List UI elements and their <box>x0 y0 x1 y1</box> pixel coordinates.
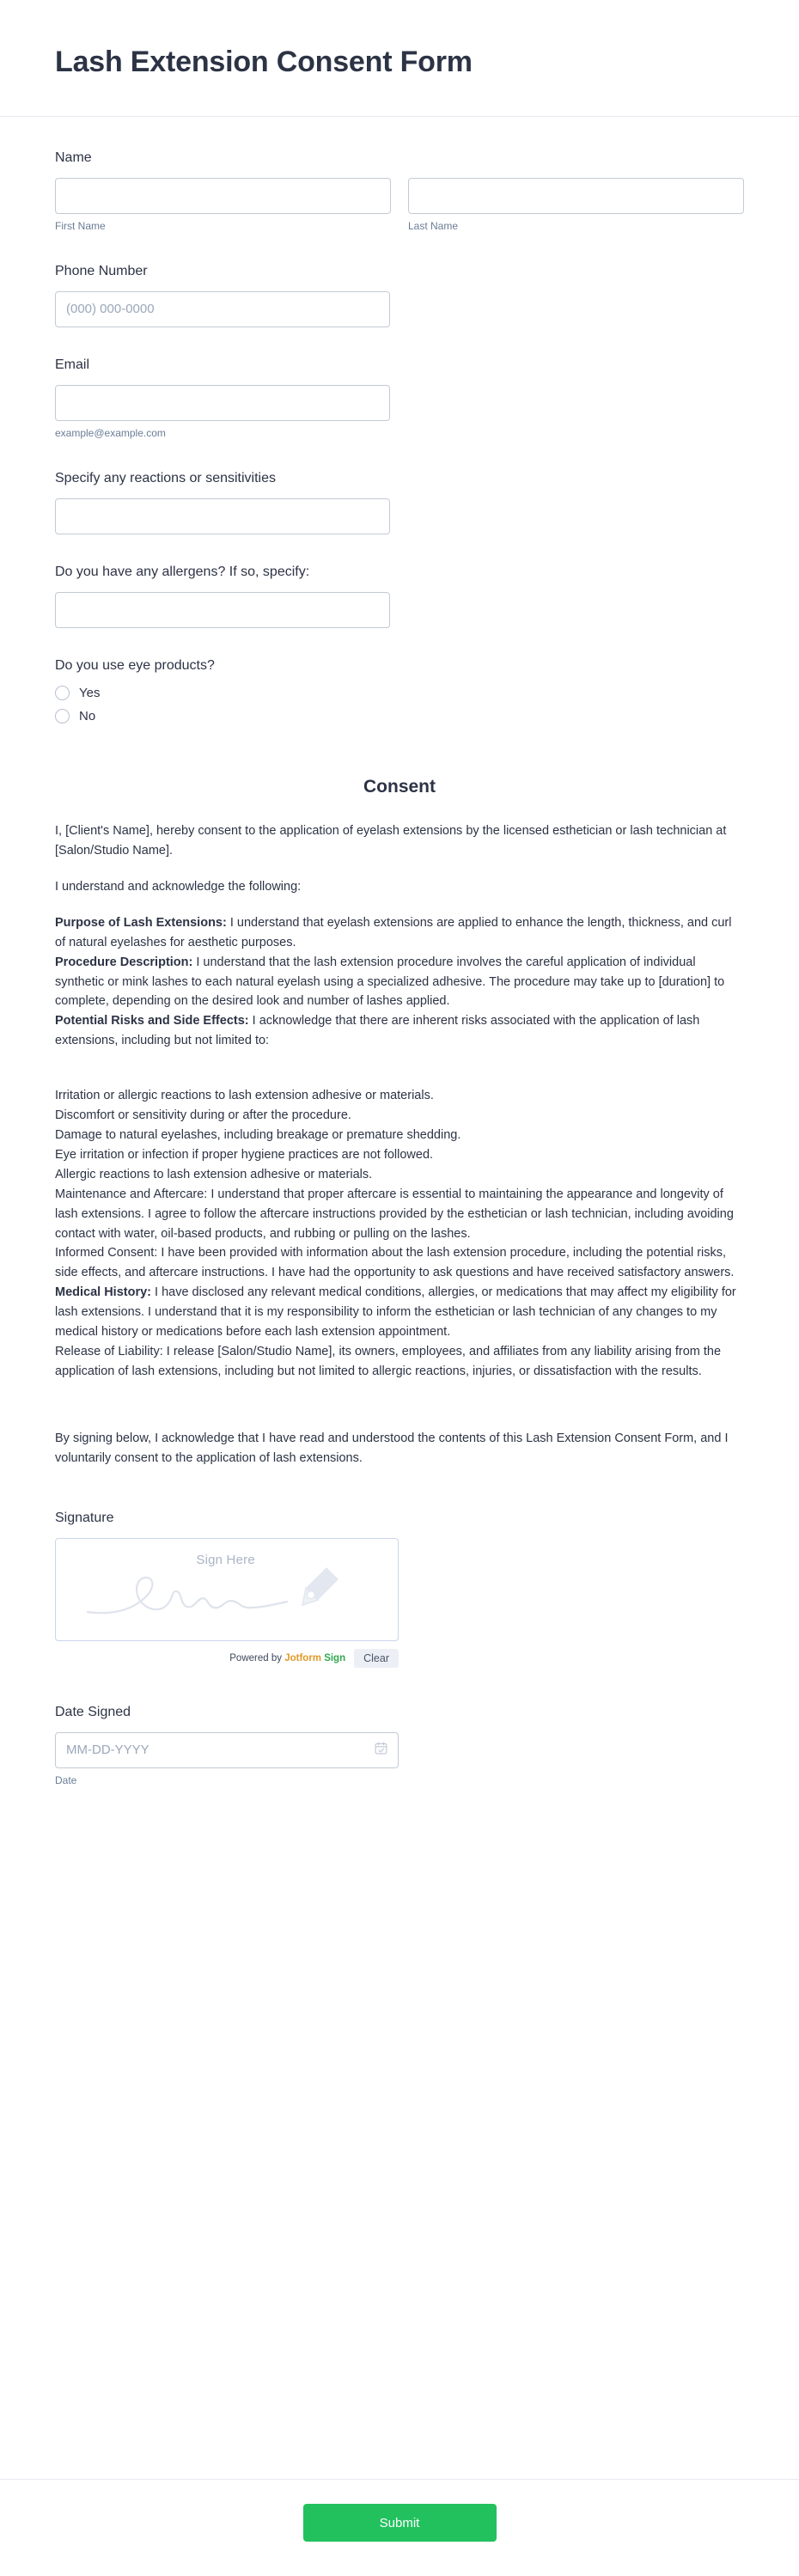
allergens-input[interactable] <box>55 592 390 628</box>
form-footer <box>0 2479 799 2576</box>
powered-by-jotform-sign <box>229 1653 345 1663</box>
consent-items <box>55 913 744 1051</box>
first-name-sublabel: First Name <box>55 219 106 232</box>
form-body <box>0 117 799 2467</box>
consent-item-title: Purpose of Lash Extensions: <box>55 915 227 930</box>
consent-closing: By signing below, I acknowledge that I have read and understood the contents of this Lash Extension Consent Form, and I voluntarily consent to the application of lash extensions. <box>55 1431 729 1465</box>
consent-item-title: Procedure Description: <box>55 955 193 969</box>
phone-input[interactable] <box>55 291 390 327</box>
email-input-wrap <box>55 385 390 441</box>
consent-item-text: I understand that the lash extension procedure involves the careful application of individual synthetic or mink lashes to each natural eyelash using a specialized adhesive. The procedure may take up to [duration] to complete, depending on the desired look and number of lashes applied. <box>55 955 725 1009</box>
risk-item: Damage to natural eyelashes, including breakage or premature shedding. <box>55 1127 461 1142</box>
signature-footer <box>55 1649 399 1668</box>
phone-input-wrap <box>55 291 390 327</box>
field-signature <box>55 1508 744 1668</box>
signature-placeholder: Sign Here <box>196 1552 255 1567</box>
email-sublabel: example@example.com <box>55 426 166 439</box>
radio-label-yes: Yes <box>79 686 101 701</box>
risk-item: Allergic reactions to lash extension adhesive or materials. <box>55 1167 373 1181</box>
medical-history-item <box>55 1283 744 1342</box>
consent-heading: Consent <box>363 777 436 797</box>
risk-item: Informed Consent: I have been provided with information about the lash extension procedure, including the potential risks, side effects, and aftercare instructions. I have had the opportunity to ask questions and have received satisfactory answers. <box>55 1246 735 1280</box>
last-name-sublabel: Last Name <box>408 219 459 232</box>
eye-products-label: Do you use eye products? <box>55 657 215 673</box>
release-of-liability-item: Release of Liability: I release [Salon/Studio Name], its owners, employees, and affiliates from any liability arising from the application of lash extensions, including but not limited to allergic reactions, injuries, or dissatisfaction with the results. <box>55 1344 722 1378</box>
signature-art-wrap <box>56 1559 398 1626</box>
risk-item: Discomfort or sensitivity during or after the procedure. <box>55 1108 351 1123</box>
consent-spacer <box>55 1067 744 1086</box>
consent-risks <box>55 1086 744 1382</box>
medical-history-title: Medical History: <box>55 1285 151 1300</box>
page-title: Lash Extension Consent Form <box>55 46 473 78</box>
consent-section <box>55 777 744 1468</box>
first-name-input[interactable] <box>55 178 391 214</box>
radio-option-no[interactable] <box>55 709 744 723</box>
reactions-input[interactable] <box>55 498 390 534</box>
radio-circle-icon[interactable] <box>55 686 70 700</box>
last-name-col <box>408 178 744 234</box>
consent-item <box>55 1011 744 1051</box>
date-signed-sublabel: Date <box>55 1773 77 1786</box>
phone-label: Phone Number <box>55 263 148 278</box>
allergens-input-wrap <box>55 592 390 628</box>
consent-spacer <box>55 1398 744 1429</box>
date-signed-input[interactable] <box>55 1732 399 1768</box>
field-reactions <box>55 468 744 534</box>
email-label: Email <box>55 357 90 372</box>
field-allergens <box>55 562 744 628</box>
date-signed-label: Date Signed <box>55 1704 131 1719</box>
signature-flourish-icon <box>81 1559 373 1626</box>
brand-jotform: Jotform <box>284 1652 321 1663</box>
consent-acknowledge: I understand and acknowledge the following: <box>55 879 302 894</box>
field-eye-products <box>55 656 744 723</box>
consent-item-text: I understand that eyelash extensions are applied to enhance the length, thickness, and curl of natural eyelashes for aesthetic purposes. <box>55 915 732 949</box>
field-phone <box>55 261 744 327</box>
brand-sign: Sign <box>321 1652 346 1663</box>
signature-label: Signature <box>55 1510 114 1525</box>
clear-signature-button[interactable]: Clear <box>354 1649 399 1668</box>
last-name-input[interactable] <box>408 178 744 214</box>
first-name-col <box>55 178 391 234</box>
powered-prefix: Powered by <box>229 1652 285 1663</box>
consent-item <box>55 953 744 1012</box>
radio-option-yes[interactable] <box>55 686 744 700</box>
submit-button[interactable]: Submit <box>303 2504 497 2542</box>
form-header <box>0 0 799 117</box>
allergens-label: Do you have any allergens? If so, specify: <box>55 564 310 579</box>
consent-item-title: Potential Risks and Side Effects: <box>55 1014 249 1029</box>
reactions-label: Specify any reactions or sensitivities <box>55 470 276 485</box>
consent-intro: I, [Client's Name], hereby consent to the application of eyelash extensions by the licensed esthetician or lash technician at [Salon/Studio Name]. <box>55 824 727 858</box>
field-email <box>55 355 744 441</box>
radio-circle-icon[interactable] <box>55 709 70 723</box>
risk-item: Eye irritation or infection if proper hygiene practices are not followed. <box>55 1147 434 1162</box>
consent-item-text: I acknowledge that there are inherent risks associated with the application of lash extensions, including but not limited to: <box>55 1014 700 1048</box>
field-name <box>55 148 744 234</box>
reactions-input-wrap <box>55 498 390 534</box>
risk-item: Irritation or allergic reactions to lash extension adhesive or materials. <box>55 1089 434 1103</box>
medical-history-text: I have disclosed any relevant medical conditions, allergies, or medications that may affect my eligibility for lash extensions. I understand that it is my responsibility to inform the esthetician or lash technician of any changes to my medical history or medications before each lash extension appointment. <box>55 1285 736 1340</box>
consent-item <box>55 913 744 953</box>
pen-nib-icon <box>302 1567 339 1605</box>
name-row <box>55 178 744 234</box>
field-date-signed <box>55 1702 744 1822</box>
email-input[interactable] <box>55 385 390 421</box>
risk-item: Maintenance and Aftercare: I understand that proper aftercare is essential to maintaining the appearance and longevity of lash extensions. I agree to follow the aftercare instructions provided by the esthetician or lash technician, including avoiding contact with water, oil-based products, and rubbing or pulling on the lashes. <box>55 1187 734 1241</box>
signature-pad[interactable] <box>55 1538 399 1641</box>
name-label: Name <box>55 150 92 165</box>
date-input-wrap <box>55 1732 399 1768</box>
radio-label-no: No <box>79 709 96 724</box>
